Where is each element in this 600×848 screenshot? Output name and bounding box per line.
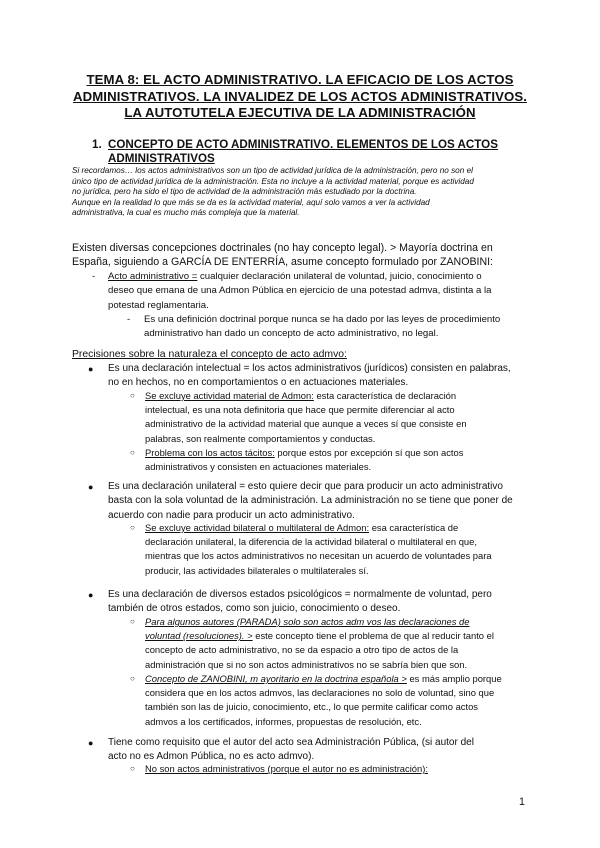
subitem-term: No son actos administrativos (porque el autor no es administración): — [145, 763, 428, 774]
definition-line-2: deseo que emana de una Admon Pública en ejercicio de una potestad admva, distinta a la — [108, 285, 492, 297]
subitem-term-line-1: Para algunos autores (PARADA) solo son actos adm vos las declaraciones de — [145, 616, 470, 627]
intro-line-5: administrativa, la cual es mucho más compleja que la material. — [72, 208, 300, 218]
definition-subitem-text — [144, 313, 527, 342]
definition-line-1-text: cualquier declaración unilateral de voluntad, juicio, conocimiento o — [197, 271, 482, 282]
bullet-line-2: también de otros estados, como son juicio, conocimiento o deseo. — [108, 603, 401, 615]
bullet-line-1: Es una declaración de diversos estados psicológicos = normalmente de voluntad, pero — [108, 589, 492, 600]
subitem-line-2 — [145, 629, 530, 643]
subitem-line-3: administrativo de la actividad material que aunque a veces sí que consiste en — [145, 418, 467, 430]
circle-marker: ○ — [130, 448, 135, 457]
bullet-line-1: Es una declaración unilateral = esto quiere decir que para producir un acto administrativo — [108, 481, 503, 492]
section-heading-line-1: CONCEPTO DE ACTO ADMINISTRATIVO. ELEMENTOS DE LOS ACTOS — [108, 138, 498, 151]
definition-line-1 — [108, 270, 532, 284]
subitem-line-2: considera que en los actos admvos, las declaraciones no solo de voluntad, sino que — [145, 687, 495, 699]
subitem-line-2: intelectual, es una nota definitoria que hace que permite diferenciar al acto — [145, 404, 455, 416]
subitem-line-2: administrativos y consisten en actuaciones materiales. — [145, 461, 372, 473]
subitem-line-1-text: porque estos por excepción sí que son actos — [274, 447, 464, 458]
bullet-line-2: no en hechos, no en comportamientos o en actuaciones materiales. — [108, 377, 409, 389]
precisions-heading: Precisiones sobre la naturaleza el concepto de acto admvo: — [72, 349, 347, 360]
subitem-line-1 — [145, 446, 530, 460]
document-title — [60, 72, 540, 122]
definition-subitem-line-1: Es una definición doctrinal porque nunca se ha dado por las leyes de procedimiento — [144, 314, 501, 325]
subitem-line-1 — [145, 389, 530, 403]
subitem-line-3: mientras que los actos administrativos no necesitan un acuerdo de voluntades para — [145, 550, 492, 562]
subitem-term: Se excluye actividad bilateral o multilateral de Admon: — [145, 522, 370, 533]
intro-line-3: no jurídica, pero ha sido el tipo de actividad de la administración más estudiado por la doctrina. — [72, 187, 417, 197]
subitem-line-1 — [145, 521, 530, 535]
subitem-line-4: palabras, son realmente comportamientos y conductas. — [145, 432, 376, 444]
section-number: 1. — [92, 138, 102, 151]
bullet-line-1: Tiene como requisito que el autor del acto sea Administración Pública, (si autor del — [108, 737, 474, 748]
circle-marker: ○ — [130, 617, 135, 626]
title-line-1: TEMA 8: EL ACTO ADMINISTRATIVO. LA EFICACIO DE LOS ACTOS — [86, 72, 514, 87]
subitem-text — [145, 446, 530, 474]
doctrine-line-2: España, siguiendo a GARCÍA DE ENTERRÍA, asume concepto formulado por ZANOBINI: — [72, 256, 493, 269]
subitem-line-4: producir, las actividades bilaterales o multilaterales sí. — [145, 564, 369, 576]
subitem-text — [145, 389, 530, 446]
circle-marker: ○ — [130, 523, 135, 532]
subitem-line-1-text: es más amplio porque — [406, 673, 502, 684]
doctrine-line-1: Existen diversas concepciones doctrinales (no hay concepto legal). > Mayoría doctrina en — [72, 242, 493, 254]
title-line-2: ADMINISTRATIVOS. LA INVALIDEZ DE LOS ACTOS ADMINISTRATIVOS. — [72, 88, 528, 104]
bullet-line-2: basta con la sola voluntad de la administración. La administración no se tiene que poner de — [108, 495, 513, 507]
bullet-marker: ● — [88, 590, 94, 600]
subitem-line-1-text: esta característica de declaración — [313, 390, 457, 401]
bullet-line-3: acuerdo con nadie para producir un acto administrativo. — [108, 509, 355, 521]
subitem-text — [145, 615, 530, 672]
intro-line-1: Si recordamos… los actos administrativos son un tipo de actividad jurídica de la administración, pero no son el — [72, 166, 473, 175]
subitem-line-2: declaración unilateral, la diferencia de la actividad bilateral o multilateral en que, — [145, 536, 477, 548]
subitem-line-3: concepto de acto administrativo, no se da espacio a otro tipo de actos de la — [145, 644, 459, 656]
page-number: 1 — [519, 796, 525, 808]
dash-marker: - — [92, 271, 96, 282]
definition-text — [108, 270, 532, 313]
subitem-term: Se excluye actividad material de Admon: — [145, 390, 314, 401]
bullet-line-2: acto no es Admon Pública, no es acto admvo). — [108, 751, 315, 763]
definition-subitem-line-2: administrativo han dado un concepto de acto administrativo, no legal. — [144, 328, 439, 340]
bullet-text — [108, 480, 528, 523]
subitem-line-4: admvos a los certificados, informes, propuestas de resolución, etc. — [145, 715, 422, 727]
bullet-line-1: Es una declaración intelectual = los actos administrativos (jurídicos) consisten en palabras, — [108, 363, 511, 374]
intro-line-2: único tipo de actividad jurídica de la administración. Esta no incluye a la actividad material, porque es actividad — [72, 176, 474, 186]
bullet-text — [108, 362, 528, 391]
subitem-line-2-text: este concepto tiene el problema de que al reducir tanto el — [252, 630, 494, 642]
definition-line-3: potestad reglamentaria. — [108, 299, 209, 311]
circle-marker: ○ — [130, 391, 135, 400]
subitem-line-1-text: esa característica de — [369, 522, 459, 533]
subitem-line-4: administración que si no son actos administrativos no se sabría bien que son. — [145, 658, 468, 670]
intro-paragraph — [72, 166, 542, 219]
bullet-text — [108, 588, 528, 617]
definition-term: Acto administrativo = — [108, 271, 198, 282]
bullet-marker: ● — [88, 738, 94, 748]
bullet-marker: ● — [88, 364, 94, 374]
bullet-text — [108, 736, 528, 765]
subitem-term-line-2: voluntad (resoluciones). > — [145, 630, 253, 642]
subitem-line-1 — [145, 672, 530, 686]
subitem-term: Concepto de ZANOBINI, m ayoritario en la doctrina española > — [145, 673, 407, 684]
dash-marker: - — [127, 314, 131, 325]
section-heading-text — [108, 138, 508, 165]
intro-line-4: Aunque en la realidad lo que más se da es la actividad material, aquí solo vamos a ver la actividad — [72, 197, 430, 207]
section-heading-line-2: ADMINISTRATIVOS — [108, 151, 215, 165]
subitem-term: Problema con los actos tácitos: — [145, 447, 275, 458]
subitem-text — [145, 672, 530, 729]
circle-marker: ○ — [130, 764, 135, 773]
subitem-text — [145, 521, 530, 578]
title-line-3: LA AUTOTUTELA EJECUTIVA DE LA ADMINISTRACIÓN — [124, 105, 476, 120]
bullet-marker: ● — [88, 482, 94, 492]
doctrine-paragraph — [72, 241, 532, 269]
circle-marker: ○ — [130, 674, 135, 683]
subitem-line-3: también son las de juicio, conocimiento, etc., lo que permite calificar como actos — [145, 701, 478, 713]
subitem-text — [145, 762, 530, 776]
